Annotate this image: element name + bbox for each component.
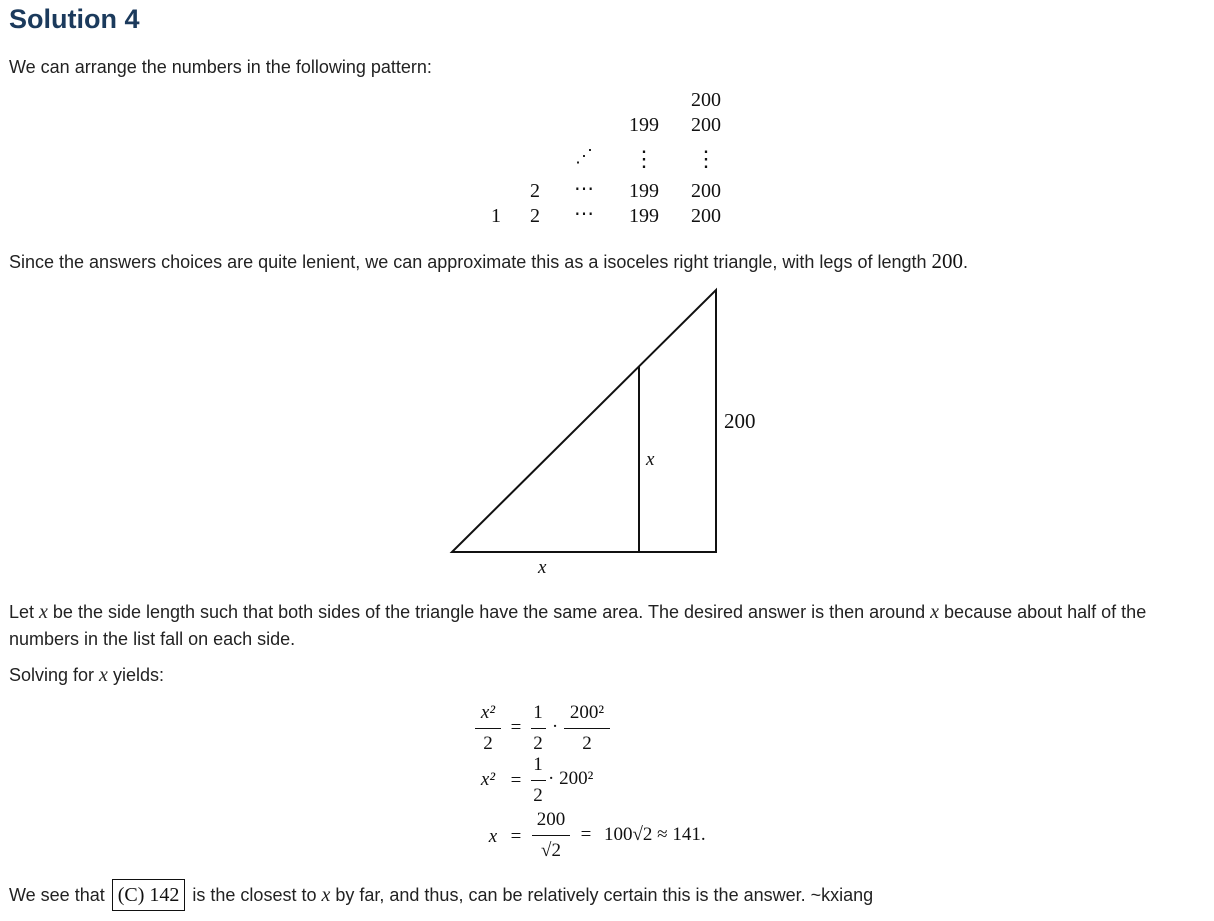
solving-suffix: yields: bbox=[107, 665, 164, 685]
equals-sign: = bbox=[580, 824, 592, 845]
leg-length-value: 200 bbox=[931, 249, 963, 273]
conclusion-mid: is the closest to bbox=[187, 885, 322, 905]
fraction-bar bbox=[531, 728, 546, 729]
solution-heading: Solution 4 bbox=[9, 4, 140, 34]
let-text: Let bbox=[9, 602, 40, 622]
equals-sign: = bbox=[510, 770, 522, 791]
eq3-frac-denominator: √2 bbox=[541, 840, 561, 861]
pattern-cell: 200 bbox=[691, 205, 721, 227]
eq1-half-denominator: 2 bbox=[533, 733, 543, 754]
fraction-bar bbox=[532, 835, 570, 836]
diagonal-dots: ⋰ bbox=[575, 146, 593, 166]
side-length-label: 200 bbox=[724, 409, 756, 433]
let-paragraph-line1 bbox=[9, 599, 1146, 626]
fraction-bar bbox=[564, 728, 610, 729]
inner-x-label: x bbox=[646, 449, 655, 470]
vertical-dots: ⋮ bbox=[633, 146, 655, 171]
pattern-cell: 2 bbox=[530, 205, 540, 227]
pattern-cell: 200 bbox=[691, 89, 721, 111]
intro-text: We can arrange the numbers in the following pattern: bbox=[9, 57, 432, 77]
pattern-cell: 1 bbox=[491, 205, 501, 227]
fraction-bar bbox=[531, 780, 546, 781]
eq3-result: 100√2 ≈ 141. bbox=[604, 824, 706, 845]
boxed-answer: (C) 142 bbox=[112, 879, 186, 911]
eq3-frac-numerator: 200 bbox=[536, 809, 566, 830]
fraction-bar bbox=[475, 728, 501, 729]
approximation-text bbox=[9, 248, 968, 276]
pattern-cell: 200 bbox=[691, 180, 721, 202]
variable-x: x bbox=[39, 601, 48, 623]
solving-text bbox=[9, 662, 164, 689]
horizontal-dots: ⋯ bbox=[574, 203, 594, 225]
triangle-outline bbox=[452, 290, 716, 552]
pattern-cell: 2 bbox=[530, 180, 540, 202]
eq1-half-numerator: 1 bbox=[533, 702, 543, 723]
pattern-cell: 199 bbox=[629, 114, 659, 136]
conclusion-suffix: by far, and thus, can be relatively certain this is the answer. ~kxiang bbox=[330, 885, 874, 905]
equals-sign: = bbox=[510, 826, 522, 847]
eq2-half-denominator: 2 bbox=[533, 785, 543, 806]
eq1-lhs-numerator: x² bbox=[480, 702, 496, 723]
multiply-dot: · bbox=[551, 716, 559, 737]
pattern-cell: 199 bbox=[629, 180, 659, 202]
horizontal-dots: ⋯ bbox=[574, 178, 594, 200]
variable-x: x bbox=[99, 664, 108, 686]
triangle-figure bbox=[440, 282, 780, 582]
approximation-sentence: Since the answers choices are quite lenient, we can approximate this as a isoceles right triangle, with legs of length bbox=[9, 252, 932, 272]
let-paragraph-line2: numbers in the list fall on each side. bbox=[9, 629, 296, 649]
pattern-cell: 200 bbox=[691, 114, 721, 136]
eq2-half-numerator: 1 bbox=[533, 754, 543, 775]
variable-x: x bbox=[321, 884, 331, 906]
eq2-rhs: · 200² bbox=[548, 768, 594, 789]
eq3-lhs: x bbox=[488, 826, 498, 847]
base-x-label: x bbox=[538, 557, 547, 578]
solving-prefix: Solving for bbox=[9, 665, 100, 685]
eq2-lhs: x² bbox=[480, 769, 496, 790]
let-text: be the side length such that both sides of the triangle have the same area. The desired answer is then around bbox=[47, 602, 931, 622]
equals-sign: = bbox=[510, 717, 522, 738]
approximation-end: . bbox=[963, 252, 969, 272]
vertical-dots: ⋮ bbox=[695, 146, 717, 171]
eq1-rhs-denominator: 2 bbox=[582, 733, 592, 754]
variable-x: x bbox=[930, 601, 940, 623]
let-text: because about half of the bbox=[939, 602, 1147, 622]
eq1-rhs-numerator: 200² bbox=[569, 702, 605, 723]
pattern-cell: 199 bbox=[629, 205, 659, 227]
conclusion-prefix: We see that bbox=[9, 885, 110, 905]
eq1-lhs-denominator: 2 bbox=[483, 733, 493, 754]
conclusion-text bbox=[9, 879, 873, 911]
